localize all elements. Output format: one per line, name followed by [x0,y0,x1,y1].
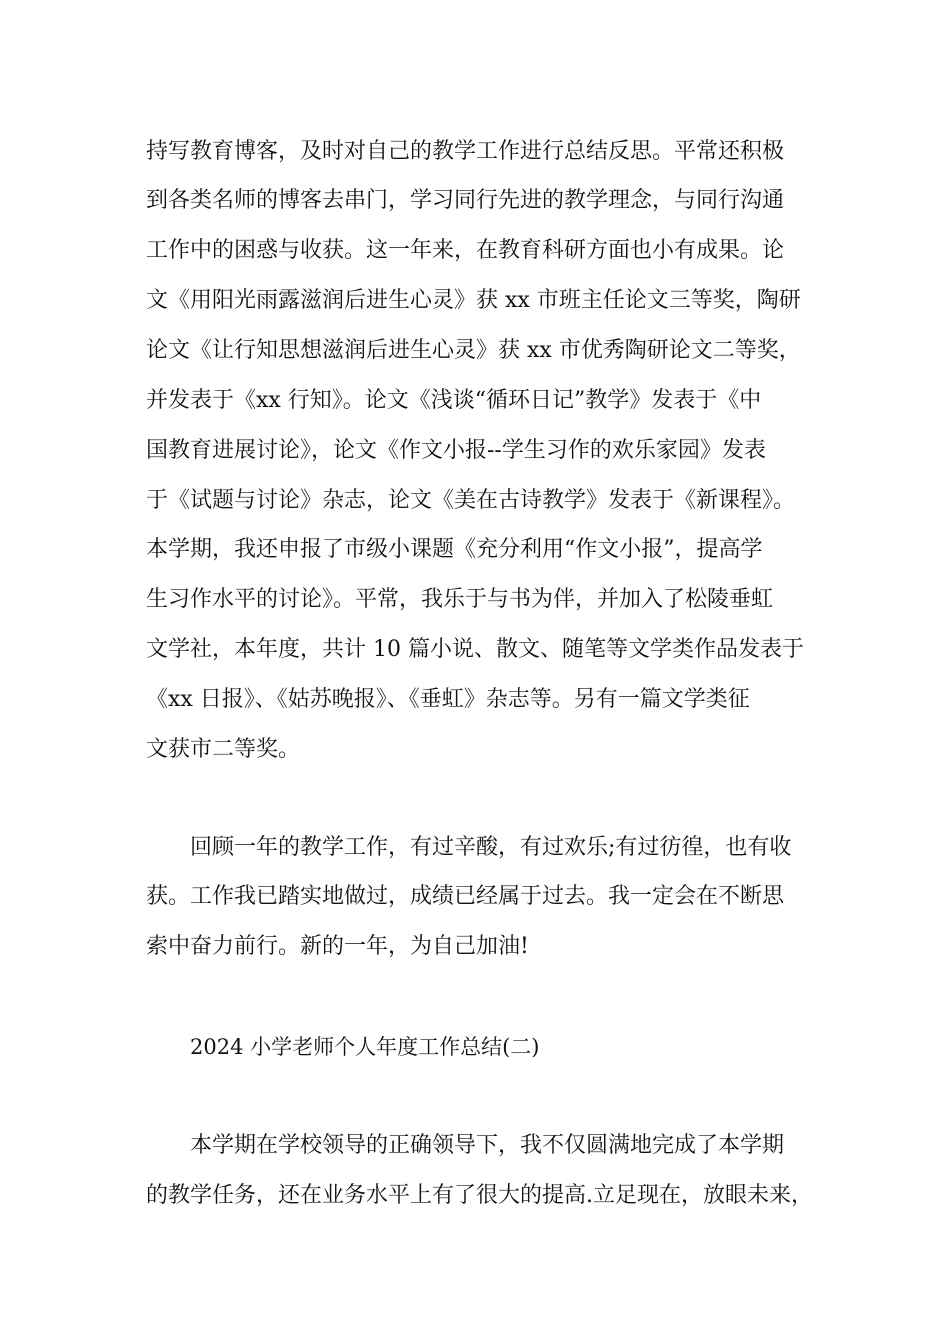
paragraph-line: 论文《让行知思想滋润后进生心灵》获 xx 市优秀陶研论文二等奖， [146,338,801,363]
paragraph-line: 获。工作我已踏实地做过，成绩已经属于过去。我一定会在不断思 [146,884,785,909]
paragraph-line: 持写教育博客，及时对自己的教学工作进行总结反思。平常还积极 [146,139,785,164]
paragraph-line: 生习作水平的讨论》。平常，我乐于与书为伴，并加入了松陵垂虹 [146,587,774,612]
paragraph-line: 到各类名师的博客去串门，学习同行先进的教学理念，与同行沟通 [146,188,785,213]
paragraph-line: 索中奋力前行。新的一年，为自己加油! [146,934,529,959]
paragraph-line: 并发表于《xx 行知》。论文《浅谈“循环日记”教学》发表于《中 [146,388,762,413]
paragraph-line: 本学期在学校领导的正确领导下，我不仅圆满地完成了本学期 [190,1133,785,1158]
paragraph-line: 文学社，本年度，共计 10 篇小说、散文、随笔等文学类作品发表于 [146,637,804,662]
section-heading: 2024 小学老师个人年度工作总结(二) [190,1035,540,1059]
paragraph-line: 本学期，我还申报了市级小课题《充分利用“作文小报”，提高学 [146,537,763,562]
paragraph-line: 《xx 日报》、《姑苏晚报》、《垂虹》杂志等。另有一篇文学类征 [146,687,750,712]
paragraph-line: 国教育进展讨论》，论文《作文小报--学生习作的欢乐家园》发表 [146,438,766,463]
paragraph-line: 回顾一年的教学工作，有过辛酸，有过欢乐;有过彷徨，也有收 [190,835,792,860]
paragraph-line: 的教学任务，还在业务水平上有了很大的提高.立足现在，放眼未来， [146,1183,813,1208]
paragraph-line: 文《用阳光雨露滋润后进生心灵》获 xx 市班主任论文三等奖，陶研 [146,288,801,313]
paragraph-line: 文获市二等奖。 [146,737,301,762]
paragraph-line: 工作中的困惑与收获。这一年来，在教育科研方面也小有成果。论 [146,238,785,263]
paragraph-line: 于《试题与讨论》杂志，论文《美在古诗教学》发表于《新课程》。 [146,488,796,513]
